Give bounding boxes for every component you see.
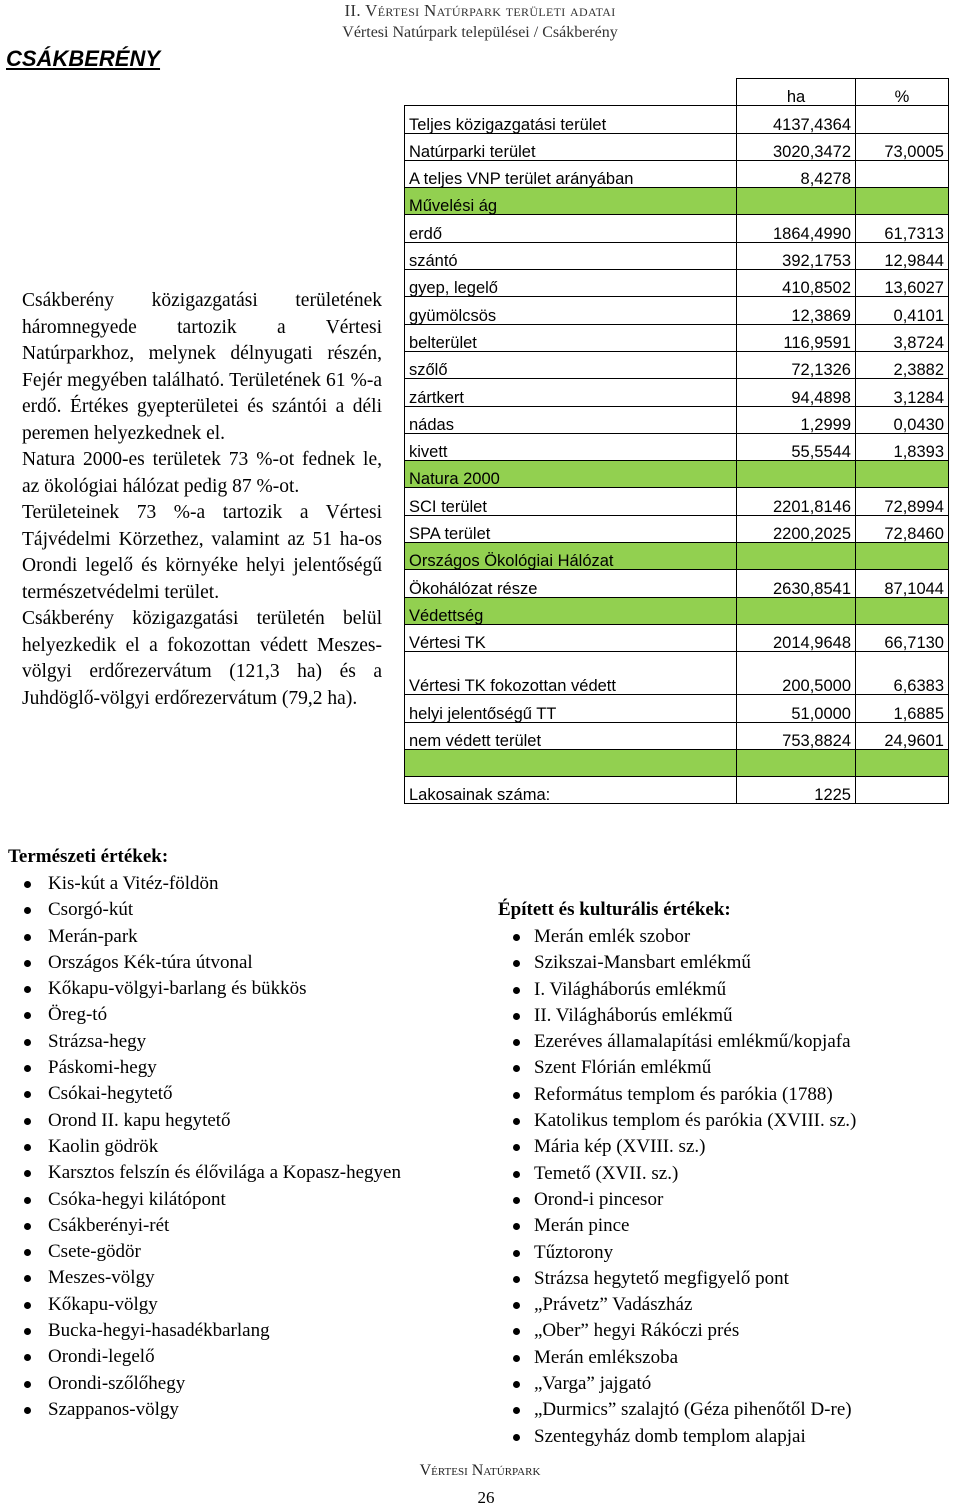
row-label: szántó (405, 242, 737, 269)
natural-value-item: Bucka-hegyi-hasadékbarlang (8, 1318, 401, 1344)
row-value-ha (737, 543, 856, 570)
row-value-percent: 0,0430 (856, 406, 949, 433)
row-value-percent (856, 749, 949, 776)
table-row (405, 106, 949, 133)
row-value-ha: 72,1326 (737, 351, 856, 378)
table-row (405, 160, 949, 187)
row-label: Védettség (405, 597, 737, 624)
row-value-ha: 55,5544 (737, 433, 856, 460)
built-value-item: Szikszai-Mansbart emlékmű (498, 950, 856, 976)
row-value-ha: 1864,4990 (737, 215, 856, 242)
header-title: II. Vértesi Natúrpark területi adatai (344, 1, 616, 20)
row-label: Natúrparki terület (405, 133, 737, 160)
row-value-ha: 51,0000 (737, 695, 856, 722)
row-label (405, 749, 737, 776)
table-row (405, 488, 949, 515)
row-value-ha: 8,4278 (737, 160, 856, 187)
natural-value-item: Csóka-hegyi kilátópont (8, 1187, 401, 1213)
built-value-item: Ezeréves államalapítási emlékmű/kopjafa (498, 1029, 856, 1055)
built-value-item: Orond-i pincesor (498, 1187, 856, 1213)
table-row (405, 570, 949, 597)
table-row (405, 351, 949, 378)
natural-value-item: Kis-kút a Vitéz-földön (8, 871, 401, 897)
row-value-percent: 87,1044 (856, 570, 949, 597)
natural-values-heading: Természeti értékek: (8, 846, 169, 867)
row-value-percent (856, 543, 949, 570)
row-value-ha (737, 749, 856, 776)
row-value-percent: 2,3882 (856, 351, 949, 378)
row-value-percent: 12,9844 (856, 242, 949, 269)
row-label: nádas (405, 406, 737, 433)
row-value-ha: 200,5000 (737, 652, 856, 695)
header-subtitle: Vértesi Natúrpark települései / Csákberény (342, 24, 618, 41)
row-value-percent (856, 188, 949, 215)
table-row (405, 597, 949, 624)
row-label: SCI terület (405, 488, 737, 515)
built-value-item: I. Világháborús emlékmű (498, 977, 856, 1003)
intro-text (22, 288, 382, 712)
natural-values-section (8, 845, 401, 1423)
built-value-item: „Ober” hegyi Rákóczi prés (498, 1318, 856, 1344)
row-value-percent (856, 597, 949, 624)
row-value-ha: 4137,4364 (737, 106, 856, 133)
row-value-percent (856, 160, 949, 187)
row-value-percent: 73,0005 (856, 133, 949, 160)
row-label: szőlő (405, 351, 737, 378)
table-row (405, 270, 949, 297)
built-value-item: Szentegyház domb templom alapjai (498, 1424, 856, 1450)
table-row (405, 297, 949, 324)
table-row (405, 515, 949, 542)
row-label: nem védett terület (405, 722, 737, 749)
table-row (405, 215, 949, 242)
table-row (405, 406, 949, 433)
built-value-item: Merán emlékszoba (498, 1345, 856, 1371)
row-label: SPA terület (405, 515, 737, 542)
natural-value-item: Kőkapu-völgyi-barlang és bükkös (8, 976, 401, 1002)
row-value-percent (856, 106, 949, 133)
row-label: Országos Ökológiai Hálózat (405, 543, 737, 570)
natural-value-item: Orondi-szőlőhegy (8, 1371, 401, 1397)
table-row (405, 722, 949, 749)
row-value-percent: 66,7130 (856, 624, 949, 651)
footer-text: Vértesi Natúrpark (419, 1462, 541, 1479)
row-value-ha: 116,9591 (737, 324, 856, 351)
intro-paragraph: Csákberény közigazgatási területének háromnegyede tartozik a Vértesi Natúrparkhoz, melynek délnyugati részén, Fejér megyében található. Területének 61 %-a erdő. Értékes gyepterületei és szántói a déli peremen helyezkednek el. (22, 290, 382, 444)
intro-paragraph: Csákberény közigazgatási területén belül helyezkedik el a fokozottan védett Meszes-völgyi erdőrezervátum (121,3 ha) és a Juhdöglő-völgyi erdőrezervátum (79,2 ha). (22, 608, 382, 709)
row-value-percent: 72,8460 (856, 515, 949, 542)
row-value-ha (737, 597, 856, 624)
row-value-percent: 1,8393 (856, 433, 949, 460)
table-row (405, 433, 949, 460)
row-value-ha (737, 461, 856, 488)
natural-value-item: Kőkapu-völgy (8, 1292, 401, 1318)
natural-value-item: Merán-park (8, 924, 401, 950)
natural-value-item: Karsztos felszín és élővilága a Kopasz-hegyen (8, 1160, 401, 1186)
row-label: kivett (405, 433, 737, 460)
table-row (405, 652, 949, 695)
built-value-item: „Varga” jajgató (498, 1371, 856, 1397)
table-row (405, 695, 949, 722)
row-label: helyi jelentőségű TT (405, 695, 737, 722)
built-value-item: Merán emlék szobor (498, 924, 856, 950)
built-value-item: Merán pince (498, 1213, 856, 1239)
row-value-ha: 12,3869 (737, 297, 856, 324)
row-value-percent (856, 777, 949, 804)
table-row (405, 379, 949, 406)
built-value-item: „Durmics” szalajtó (Géza pihenőtől D-re) (498, 1397, 856, 1423)
table-header-blank (405, 79, 737, 106)
table-header-row (405, 79, 949, 106)
natural-values-list (8, 871, 401, 1423)
row-value-ha: 753,8824 (737, 722, 856, 749)
table-row (405, 543, 949, 570)
table-row (405, 133, 949, 160)
row-value-ha: 410,8502 (737, 270, 856, 297)
row-value-ha: 2630,8541 (737, 570, 856, 597)
column-header-ha: ha (737, 79, 856, 106)
row-label: gyümölcsös (405, 297, 737, 324)
natural-value-item: Meszes-völgy (8, 1265, 401, 1291)
table-row (405, 777, 949, 804)
row-label: erdő (405, 215, 737, 242)
row-value-ha: 94,4898 (737, 379, 856, 406)
row-value-ha: 2201,8146 (737, 488, 856, 515)
built-value-item: Temető (XVII. sz.) (498, 1161, 856, 1187)
built-value-item: Szent Flórián emlékmű (498, 1055, 856, 1081)
table-row (405, 461, 949, 488)
row-value-percent: 3,1284 (856, 379, 949, 406)
built-value-item: Strázsa hegytető megfigyelő pont (498, 1266, 856, 1292)
natural-value-item: Kaolin gödrök (8, 1134, 401, 1160)
row-value-ha: 1,2999 (737, 406, 856, 433)
page-title: CSÁKBERÉNY (6, 46, 161, 71)
natural-value-item: Öreg-tó (8, 1002, 401, 1028)
row-label: gyep, legelő (405, 270, 737, 297)
built-value-item: Református templom és parókia (1788) (498, 1082, 856, 1108)
row-value-ha: 3020,3472 (737, 133, 856, 160)
row-label: Teljes közigazgatási terület (405, 106, 737, 133)
row-label: belterület (405, 324, 737, 351)
row-value-ha: 2014,9648 (737, 624, 856, 651)
row-value-ha: 1225 (737, 777, 856, 804)
built-value-item: „Právetz” Vadászház (498, 1292, 856, 1318)
natural-value-item: Orond II. kapu hegytető (8, 1108, 401, 1134)
intro-paragraph: Területeinek 73 %-a tartozik a Vértesi Tájvédelmi Körzethez, valamint az 51 ha-os Orondi legelő és környéke helyi jelentőségű természetvédelmi terület. (22, 502, 382, 603)
column-header-percent: % (856, 79, 949, 106)
built-value-item: Tűztorony (498, 1240, 856, 1266)
row-value-percent: 13,6027 (856, 270, 949, 297)
row-label: Ökohálózat része (405, 570, 737, 597)
natural-value-item: Csákberényi-rét (8, 1213, 401, 1239)
natural-value-item: Csorgó-kút (8, 897, 401, 923)
row-value-percent: 24,9601 (856, 722, 949, 749)
natural-value-item: Országos Kék-túra útvonal (8, 950, 401, 976)
row-label: Vértesi TK fokozottan védett (405, 652, 737, 695)
row-value-ha: 2200,2025 (737, 515, 856, 542)
built-value-item: II. Világháborús emlékmű (498, 1003, 856, 1029)
row-label: zártkert (405, 379, 737, 406)
table-row (405, 324, 949, 351)
row-value-ha: 392,1753 (737, 242, 856, 269)
row-value-percent: 0,4101 (856, 297, 949, 324)
row-label: Vértesi TK (405, 624, 737, 651)
built-values-heading: Épített és kulturális értékek: (498, 899, 731, 920)
row-label: Művelési ág (405, 188, 737, 215)
row-value-percent: 61,7313 (856, 215, 949, 242)
row-value-ha (737, 188, 856, 215)
built-values-section (498, 898, 856, 1450)
built-values-list (498, 924, 856, 1450)
page-number: 26 (477, 1488, 495, 1507)
table-row (405, 188, 949, 215)
row-value-percent (856, 461, 949, 488)
table-row (405, 749, 949, 776)
row-value-percent: 3,8724 (856, 324, 949, 351)
row-value-percent: 72,8994 (856, 488, 949, 515)
natural-value-item: Csete-gödör (8, 1239, 401, 1265)
row-label: A teljes VNP terület arányában (405, 160, 737, 187)
natural-value-item: Orondi-legelő (8, 1344, 401, 1370)
intro-paragraph: Natura 2000-es területek 73 %-ot fednek le, az ökológiai hálózat pedig 87 %-ot. (22, 449, 382, 497)
built-value-item: Katolikus templom és parókia (XVIII. sz.) (498, 1108, 856, 1134)
natural-value-item: Szappanos-völgy (8, 1397, 401, 1423)
table-row (405, 242, 949, 269)
land-data-table (404, 78, 949, 804)
natural-value-item: Páskomi-hegy (8, 1055, 401, 1081)
natural-value-item: Csókai-hegytető (8, 1081, 401, 1107)
row-label: Lakosainak száma: (405, 777, 737, 804)
row-label: Natura 2000 (405, 461, 737, 488)
built-value-item: Mária kép (XVIII. sz.) (498, 1134, 856, 1160)
natural-value-item: Strázsa-hegy (8, 1029, 401, 1055)
table-row (405, 624, 949, 651)
row-value-percent: 6,6383 (856, 652, 949, 695)
row-value-percent: 1,6885 (856, 695, 949, 722)
